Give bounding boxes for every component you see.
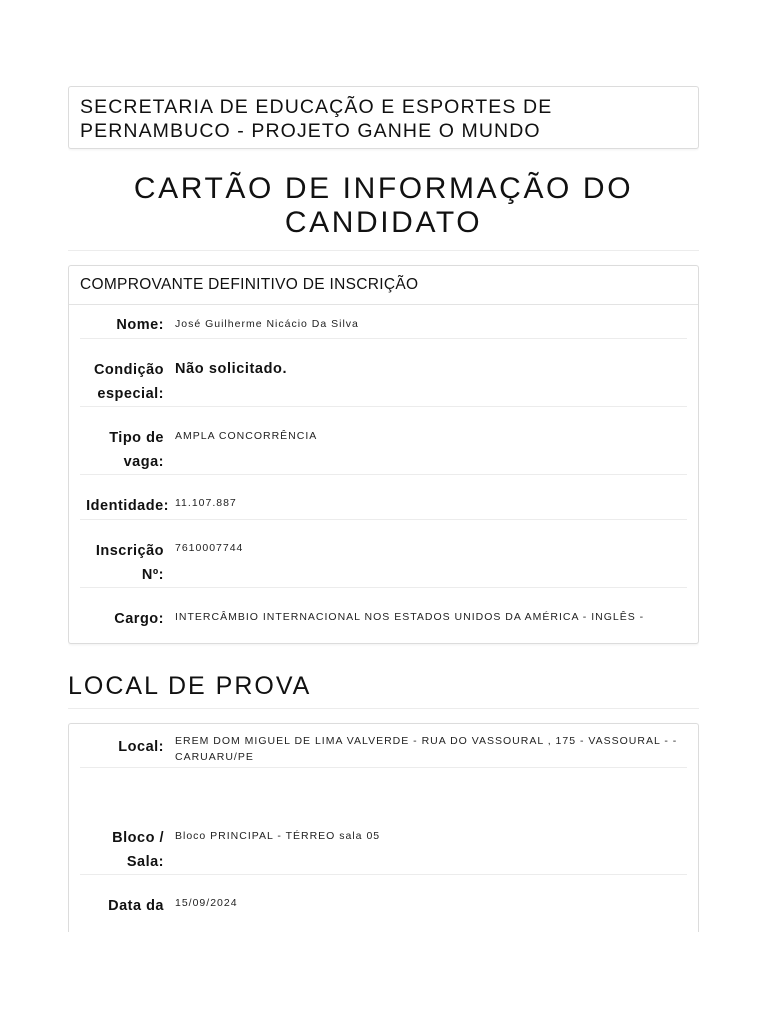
- field-value-inscricao: 7610007744: [175, 542, 244, 554]
- field-row-inscricao: [80, 520, 687, 588]
- field-label: Local:: [118, 739, 164, 755]
- field-row-tipo-de-vaga: [80, 407, 687, 475]
- field-value-nome: José Guilherme Nicácio Da Silva: [175, 318, 359, 330]
- field-row-bloco-sala: [80, 768, 687, 875]
- field-label: Cargo:: [114, 611, 164, 627]
- field-value-identidade: 11.107.887: [175, 497, 237, 509]
- field-label: Nome:: [116, 317, 164, 333]
- registration-card: [68, 265, 699, 644]
- field-label: Inscrição Nº:: [95, 543, 164, 583]
- field-value-local: EREM DOM MIGUEL DE LIMA VALVERDE - RUA DO VASSOURAL , 175 - VASSOURAL - - CARUARU/PE: [175, 735, 678, 763]
- field-value-cargo: INTERCÂMBIO INTERNACIONAL NOS ESTADOS UNIDOS DA AMÉRICA - INGLÊS -: [175, 611, 645, 623]
- field-value-data: 15/09/2024: [175, 897, 238, 909]
- candidate-info-page: [68, 86, 699, 932]
- registration-card-header: COMPROVANTE DEFINITIVO DE INSCRIÇÃO: [69, 266, 698, 305]
- exam-location-title: LOCAL DE PROVA: [68, 672, 312, 700]
- exam-location-card: [68, 723, 699, 932]
- section-divider: [68, 708, 699, 709]
- field-label: Data da: [108, 898, 164, 914]
- field-value-tipo-de-vaga: AMPLA CONCORRÊNCIA: [175, 430, 318, 442]
- field-row-local: [80, 724, 687, 768]
- field-row-cargo: [80, 588, 687, 643]
- field-label: Identidade:: [86, 498, 169, 514]
- page-title: CARTÃO DE INFORMAÇÃO DO CANDIDATO: [133, 172, 634, 239]
- field-row-data: [80, 875, 687, 932]
- field-label: Condição especial:: [93, 362, 164, 402]
- field-label: Tipo de vaga:: [109, 430, 164, 470]
- field-row-nome: [80, 305, 687, 339]
- organization-header: [68, 86, 699, 149]
- field-value-bloco-sala: Bloco PRINCIPAL - TÉRREO sala 05: [175, 830, 381, 842]
- organization-title: SECRETARIA DE EDUCAÇÃO E ESPORTES DE PERNAMBUCO - PROJETO GANHE O MUNDO: [80, 96, 553, 142]
- field-label: Bloco / Sala:: [112, 830, 164, 870]
- title-divider: [68, 250, 699, 251]
- field-value-condicao-especial: Não solicitado.: [175, 361, 288, 377]
- field-row-condicao-especial: [80, 339, 687, 407]
- field-row-identidade: [80, 475, 687, 520]
